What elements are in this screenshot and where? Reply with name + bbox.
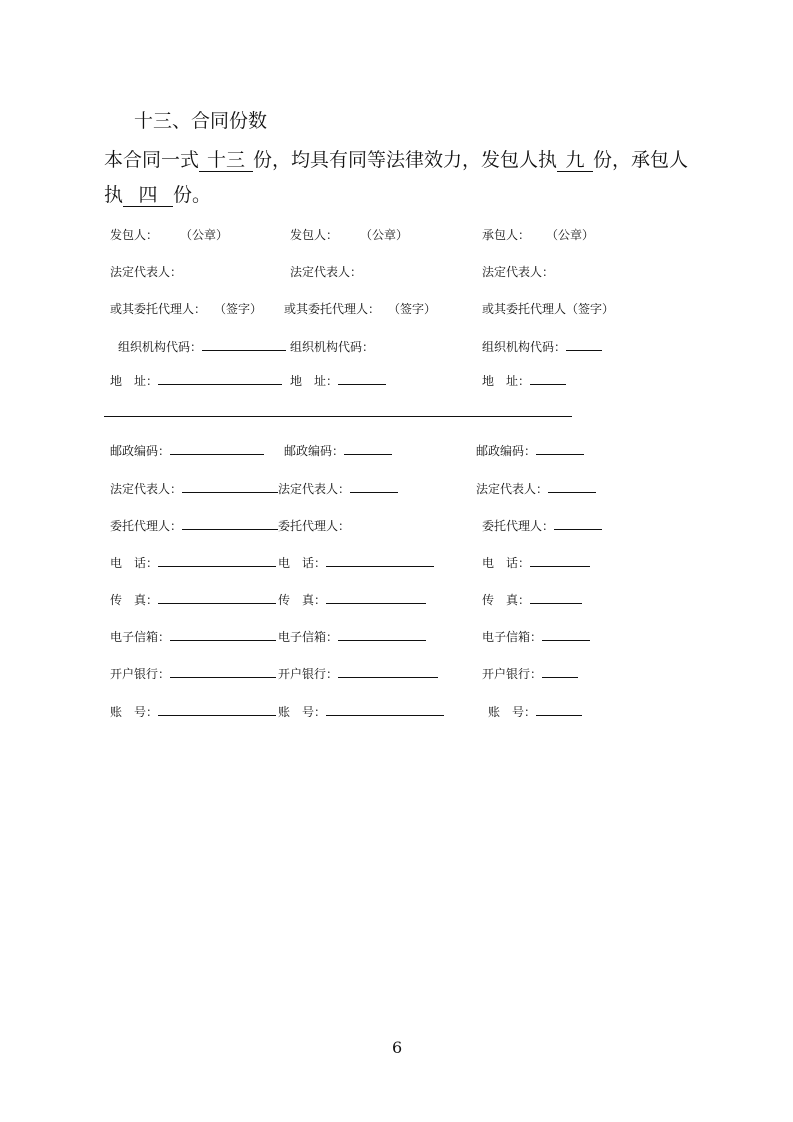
col2-email-label: 电子信箱：: [278, 630, 339, 644]
col1-address-row: [110, 372, 282, 389]
col3-email-row: [482, 628, 590, 645]
employer-copies-value: 九: [557, 151, 593, 172]
col2-contact-agent-label: 委托代理人：: [278, 519, 351, 533]
col2-contact-legal-rep-row: [278, 480, 398, 497]
col3-bank-row: [482, 665, 578, 682]
col1-account-blank[interactable]: [158, 705, 276, 716]
col3-account-blank[interactable]: [536, 705, 582, 716]
col1-address-label: 地 址：: [110, 374, 159, 388]
col3-contact-legal-rep-label: 法定代表人：: [476, 482, 549, 496]
col3-party-row: [482, 226, 594, 243]
col2-phone-row: [278, 554, 434, 571]
col3-phone-blank[interactable]: [530, 556, 590, 567]
col2-account-label: 账 号：: [278, 705, 327, 719]
col1-account-row: [110, 703, 276, 720]
col2-phone-label: 电 话：: [278, 556, 327, 570]
col1-bank-blank[interactable]: [170, 667, 276, 678]
col2-fax-row: [278, 591, 426, 608]
col1-email-blank[interactable]: [170, 630, 276, 641]
col1-postal-blank[interactable]: [170, 444, 264, 455]
col1-fax-blank[interactable]: [158, 593, 276, 604]
col1-phone-row: [110, 554, 276, 571]
col3-fax-blank[interactable]: [530, 593, 582, 604]
col2-postal-blank[interactable]: [344, 444, 392, 455]
col2-agent-row: [284, 300, 436, 317]
col1-org-code-blank[interactable]: [202, 340, 286, 351]
col2-fax-blank[interactable]: [326, 593, 426, 604]
col1-contact-agent-blank[interactable]: [182, 519, 278, 530]
col2-legal-rep-label: 法定代表人：: [290, 265, 363, 279]
col1-sign-label: （签字）: [214, 302, 263, 316]
col1-seal-label: （公章）: [180, 228, 229, 242]
col1-phone-blank[interactable]: [158, 556, 276, 567]
col2-seal-label: （公章）: [360, 228, 409, 242]
col1-contact-agent-row: [110, 517, 278, 534]
col2-account-blank[interactable]: [326, 705, 444, 716]
col3-postal-row: [476, 442, 584, 459]
col3-fax-row: [482, 591, 582, 608]
col3-postal-label: 邮政编码：: [476, 444, 537, 458]
col3-seal-label: （公章）: [546, 228, 595, 242]
col2-agent-label: 或其委托代理人：: [284, 302, 381, 316]
col2-address-row: [290, 372, 386, 389]
col1-fax-label: 传 真：: [110, 593, 159, 607]
col1-contact-legal-rep-label: 法定代表人：: [110, 482, 183, 496]
col2-sign-label: （签字）: [388, 302, 437, 316]
col3-email-blank[interactable]: [542, 630, 590, 641]
col3-contact-agent-row: [482, 517, 602, 534]
col3-bank-blank[interactable]: [542, 667, 578, 678]
copies-paragraph-line-1: [104, 145, 688, 172]
col1-contact-agent-label: 委托代理人：: [110, 519, 183, 533]
col3-address-label: 地 址：: [482, 374, 531, 388]
col3-bank-label: 开户银行：: [482, 667, 543, 681]
col2-address-label: 地 址：: [290, 374, 339, 388]
col1-postal-row: [110, 442, 264, 459]
total-copies-value: 十三: [199, 151, 253, 172]
col2-contact-legal-rep-blank[interactable]: [350, 482, 398, 493]
col3-contact-agent-blank[interactable]: [554, 519, 602, 530]
col2-fax-label: 传 真：: [278, 593, 327, 607]
col3-contact-legal-rep-row: [476, 480, 596, 497]
col1-agent-label: 或其委托代理人：: [110, 302, 207, 316]
col2-bank-label: 开户银行：: [278, 667, 339, 681]
col3-agent-label: 或其委托代理人（签字）: [482, 302, 615, 316]
col1-postal-label: 邮政编码：: [110, 444, 171, 458]
col1-email-row: [110, 628, 276, 645]
col3-address-row: [482, 372, 566, 389]
col1-party-row: [110, 226, 228, 243]
col2-contact-legal-rep-label: 法定代表人：: [278, 482, 351, 496]
col1-org-code-label: 组织机构代码：: [118, 340, 203, 354]
col1-agent-row: [110, 300, 262, 317]
col3-contact-legal-rep-blank[interactable]: [548, 482, 596, 493]
col3-phone-row: [482, 554, 590, 571]
col1-address-blank[interactable]: [158, 374, 282, 385]
col2-bank-row: [278, 665, 438, 682]
col2-postal-row: [284, 442, 392, 459]
col2-address-blank[interactable]: [338, 374, 386, 385]
col1-contact-legal-rep-row: [110, 480, 278, 497]
col3-postal-blank[interactable]: [536, 444, 584, 455]
copies-paragraph-line-2: [104, 180, 211, 207]
contractor-copies-value: 四: [123, 186, 173, 207]
col1-party-label: 发包人：: [110, 228, 159, 242]
col3-party-label: 承包人：: [482, 228, 531, 242]
col3-address-blank[interactable]: [530, 374, 566, 385]
col2-email-row: [278, 628, 426, 645]
col2-party-label: 发包人：: [290, 228, 339, 242]
col3-org-code-row: [482, 338, 602, 355]
col3-org-code-label: 组织机构代码：: [482, 340, 567, 354]
copies-text-5: 份。: [173, 184, 212, 206]
copies-text-1: 本合同一式: [104, 149, 200, 171]
copies-text-3: 份，承包人: [593, 149, 689, 171]
col1-phone-label: 电 话：: [110, 556, 159, 570]
col1-org-code-row: [118, 338, 286, 355]
section-heading: 十三、合同份数: [134, 110, 268, 132]
col2-phone-blank[interactable]: [326, 556, 434, 567]
col2-bank-blank[interactable]: [338, 667, 438, 678]
col3-org-code-blank[interactable]: [566, 340, 602, 351]
col1-legal-rep-label: 法定代表人：: [110, 265, 183, 279]
col1-contact-legal-rep-blank[interactable]: [182, 482, 278, 493]
copies-text-2: 份，均具有同等法律效力，发包人执: [253, 149, 558, 171]
col3-phone-label: 电 话：: [482, 556, 531, 570]
col1-account-label: 账 号：: [110, 705, 159, 719]
col2-party-row: [290, 226, 408, 243]
col1-bank-row: [110, 665, 276, 682]
col3-email-label: 电子信箱：: [482, 630, 543, 644]
col3-legal-rep-label: 法定代表人：: [482, 265, 555, 279]
section-divider: [104, 416, 572, 417]
col1-bank-label: 开户银行：: [110, 667, 171, 681]
col3-account-row: [488, 703, 582, 720]
col2-email-blank[interactable]: [338, 630, 426, 641]
col2-postal-label: 邮政编码：: [284, 444, 345, 458]
col2-account-row: [278, 703, 444, 720]
col3-fax-label: 传 真：: [482, 593, 531, 607]
page-number: 6: [392, 1038, 403, 1057]
col1-fax-row: [110, 591, 276, 608]
col1-email-label: 电子信箱：: [110, 630, 171, 644]
col2-org-code-label: 组织机构代码：: [290, 340, 375, 354]
copies-text-4: 执: [104, 184, 124, 206]
col3-contact-agent-label: 委托代理人：: [482, 519, 555, 533]
col3-account-label: 账 号：: [488, 705, 537, 719]
